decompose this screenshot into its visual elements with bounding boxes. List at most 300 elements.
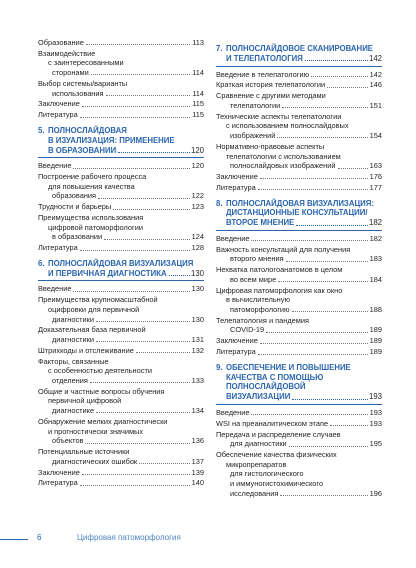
toc-entry [38, 99, 204, 109]
toc-entry [38, 447, 204, 466]
dot-leader [80, 485, 190, 486]
toc-entry-line [216, 131, 382, 141]
toc-entry-line [38, 436, 204, 446]
toc-page-number: 163 [369, 161, 382, 171]
toc-entry-line [216, 161, 382, 171]
toc-entry [38, 284, 204, 294]
toc-entry-title: с заинтересованными [48, 58, 124, 68]
toc-entry-line [38, 417, 204, 427]
chapter-number: 5. [38, 125, 45, 135]
toc-entry [216, 112, 382, 141]
dot-leader [292, 311, 368, 312]
toc-entry [216, 245, 382, 264]
dot-leader [330, 425, 368, 426]
chapter-heading-line [216, 54, 382, 64]
toc-entry-title: Взаимодействие [38, 48, 96, 58]
toc-entry-title: Литература [216, 182, 256, 192]
chapter-heading-line [38, 259, 204, 269]
dot-leader [278, 281, 368, 282]
toc-page-number: 139 [191, 467, 204, 477]
toc-entry-title: WSI на преаналитическом этапе [216, 418, 329, 428]
dot-leader [106, 95, 190, 96]
toc-page-number: 176 [369, 172, 382, 182]
toc-page-number: 183 [369, 254, 382, 264]
toc-entry-line [216, 439, 382, 449]
chapter-title: ВИЗУАЛИЗАЦИИ [226, 392, 291, 402]
dot-leader [85, 443, 190, 444]
toc-entry-title: Обнаружение мелких диагностически [38, 416, 168, 426]
toc-entry [38, 478, 204, 488]
chapter-page-number: 130 [190, 268, 204, 278]
dot-leader [118, 152, 190, 153]
toc-page-number: 146 [369, 80, 382, 90]
chapter-heading-line [216, 199, 382, 209]
toc-entry-title: Сравнение с другими методами [216, 91, 326, 101]
toc-entry-title: сторонами [52, 68, 89, 78]
toc-entry-line [216, 265, 382, 275]
dot-leader [82, 106, 190, 107]
book-title: Цифровая патоморфология [77, 533, 181, 542]
toc-entry-title: диагностике [52, 406, 95, 416]
toc-entry [38, 357, 204, 386]
toc-entry-title: Нехватка патологоанатомов в целом [216, 265, 343, 275]
toc-page-number: 193 [369, 407, 382, 417]
toc-entry-line [216, 325, 382, 335]
toc-entry-line [38, 202, 204, 212]
toc-entry-title: Технические аспекты телепатологии [216, 111, 342, 121]
chapter-heading-line [38, 146, 204, 156]
toc-entry-line [38, 89, 204, 99]
toc-page-number: 193 [369, 418, 382, 428]
toc-entry-title: телепатологии с использованием [226, 151, 341, 161]
chapter-heading [38, 259, 204, 282]
toc-page-number: 154 [369, 131, 382, 141]
toc-entry-line [216, 112, 382, 122]
toc-entry-title: в образовании [52, 232, 103, 242]
toc-entry-line [216, 408, 382, 418]
toc-page-number: 120 [191, 161, 204, 171]
toc-entry-title: во всем мире [230, 274, 277, 284]
toc-entry-line [216, 286, 382, 296]
toc-entry-line [38, 357, 204, 367]
toc-entry-title: диагностики [52, 335, 95, 345]
toc-entry-line [216, 70, 382, 80]
toc-entry-line [38, 305, 204, 315]
toc-entry [38, 161, 204, 171]
toc-right-column [216, 38, 382, 500]
toc-page-number: 189 [369, 325, 382, 335]
dot-leader [282, 107, 368, 108]
dot-leader [90, 382, 190, 383]
chapter-heading-line [216, 218, 382, 228]
toc-entry-title: в вычислительную [226, 295, 290, 305]
chapter-title: ПОЛНОСЛАЙДОВОЙ [226, 382, 306, 392]
toc-left-column [38, 38, 204, 489]
toc-entry-title: Литература [216, 347, 256, 357]
chapter-heading [216, 44, 382, 67]
toc-entry-title: Заключение [216, 172, 258, 182]
dot-leader [327, 87, 368, 88]
toc-entry-title: Нормативно-правовые аспекты [216, 141, 325, 151]
chapter-number: 7. [216, 44, 223, 53]
toc-page-number: 195 [369, 439, 382, 449]
chapter-page-number: 193 [368, 392, 382, 402]
toc-entry [216, 91, 382, 110]
dot-leader [338, 168, 368, 169]
chapter-heading-line [216, 382, 382, 392]
toc-entry-line [38, 79, 204, 89]
chapter-title: ПОЛНОСЛАЙДОВАЯ ВИЗУАЛИЗАЦИЯ [48, 258, 194, 268]
toc-entry [38, 325, 204, 344]
toc-page-number: 128 [191, 243, 204, 253]
dot-leader [80, 117, 190, 118]
toc-entry-line [38, 406, 204, 416]
chapter-title: ПОЛНОСЛАЙДОВАЯ [48, 125, 127, 135]
toc-entry-line [216, 305, 382, 315]
toc-entry-line [216, 489, 382, 499]
dot-leader [82, 474, 190, 475]
toc-entry-title: Штрихкоды и отслеживание [38, 345, 134, 355]
chapter-title: ПОЛНОСЛАЙДОВОЕ СКАНИРОВАНИЕ [226, 44, 373, 53]
chapter-heading-line [38, 269, 204, 279]
toc-entry-title: цифровой патоморфологии [48, 222, 143, 232]
toc-entry-title: изображений [230, 131, 276, 141]
toc-entry-title: и прогностически значимых [48, 426, 144, 436]
toc-entry-title: с использованием полнослайдовых [226, 121, 349, 131]
toc-entry-title: Введение [38, 284, 72, 294]
chapter-title: ДИСТАНЦИОННЫЕ КОНСУЛЬТАЦИИ/ [226, 208, 368, 218]
toc-entry-title: Телепатология и пандемия [216, 315, 309, 325]
dot-leader [136, 352, 190, 353]
toc-entry-title: отделения [52, 375, 88, 385]
toc-entry-title: полнослайдовых изображений [230, 161, 336, 171]
dot-leader [80, 250, 190, 251]
toc-page-number: 114 [192, 88, 204, 98]
chapter-number: 8. [216, 198, 223, 208]
toc-entry-title: Введение в телепатологию [216, 69, 310, 79]
toc-entry [216, 419, 382, 429]
toc-entry-title: микропрепаратов [226, 459, 287, 469]
dot-leader [260, 343, 368, 344]
toc-entry [38, 295, 204, 324]
toc-entry-line [38, 213, 204, 223]
dot-leader [113, 209, 190, 210]
toc-entry-line [38, 68, 204, 78]
toc-entry-title: Построение рабочего процесса [38, 172, 147, 182]
toc-entry-title: Краткая история телепатологии [216, 80, 326, 90]
toc-entry-line [38, 172, 204, 182]
toc-page-number: 134 [191, 406, 204, 416]
chapter-title: ОБЕСПЕЧЕНИЕ И ПОВЫШЕНИЕ [226, 362, 351, 372]
chapter-title: КАЧЕСТВА С ПОМОЩЬЮ [226, 372, 324, 382]
toc-entry [216, 142, 382, 171]
toc-entry-line [38, 447, 204, 457]
toc-entry-line [38, 376, 204, 386]
toc-entry-line [38, 457, 204, 467]
dot-leader [286, 261, 368, 262]
dot-leader [280, 495, 368, 496]
toc-entry [216, 430, 382, 449]
toc-page-number: 115 [192, 110, 204, 120]
toc-page-number: 123 [191, 202, 204, 212]
toc-page-number: 133 [191, 375, 204, 385]
toc-entry-title: Выбор системы/варианты [38, 78, 128, 88]
toc-entry [38, 202, 204, 212]
toc-page-number: 151 [369, 100, 382, 110]
toc-page-number: 124 [191, 232, 204, 242]
dot-leader [277, 137, 368, 138]
dot-leader [289, 446, 368, 447]
toc-entry-line [216, 460, 382, 470]
toc-entry [216, 234, 382, 244]
toc-entry-title: Трудности и барьеры [38, 202, 112, 212]
toc-entry-line [216, 152, 382, 162]
toc-entry-line [216, 275, 382, 285]
toc-entry-line [216, 347, 382, 357]
chapter-page-number: 142 [368, 53, 382, 63]
toc-entry-title: с особенностью деятельности [48, 366, 152, 376]
toc-entry-line [216, 479, 382, 489]
dot-leader [96, 341, 190, 342]
toc-entry [216, 183, 382, 193]
toc-entry-line [216, 142, 382, 152]
toc-entry-line [216, 254, 382, 264]
toc-entry [216, 408, 382, 418]
toc-entry-line [38, 49, 204, 59]
toc-page-number: 196 [369, 488, 382, 498]
chapter-page-number: 120 [190, 145, 204, 155]
toc-entry [216, 80, 382, 90]
chapter-heading-line [216, 363, 382, 373]
toc-entry [216, 316, 382, 335]
toc-entry-title: Введение [216, 233, 250, 243]
toc-page-number: 130 [191, 284, 204, 294]
toc-entry-title: для гистологического [230, 469, 304, 479]
toc-entry-title: Важность консультаций для получения [216, 244, 351, 254]
toc-entry [216, 336, 382, 346]
toc-entry-title: объектов [52, 436, 84, 446]
toc-entry-line [38, 243, 204, 253]
toc-entry [216, 450, 382, 498]
toc-entry-title: COVID-19 [230, 325, 265, 335]
toc-entry-line [216, 183, 382, 193]
toc-entry-title: Введение [38, 161, 72, 171]
chapter-heading-line [216, 373, 382, 383]
chapter-heading [216, 199, 382, 231]
toc-page-number: 137 [191, 456, 204, 466]
toc-entry-line [216, 234, 382, 244]
toc-page-number: 184 [369, 274, 382, 284]
toc-entry-line [216, 450, 382, 460]
toc-entry [38, 49, 204, 78]
dot-leader [258, 189, 368, 190]
toc-entry-line [216, 172, 382, 182]
toc-entry-line [216, 91, 382, 101]
toc-entry-title: диагностических ошибок [52, 456, 138, 466]
chapter-title: В ОБРАЗОВАНИИ [48, 145, 117, 155]
toc-entry-line [38, 335, 204, 345]
dot-leader [73, 291, 190, 292]
toc-page-number: 136 [191, 436, 204, 446]
toc-entry-line [38, 468, 204, 478]
toc-entry-title: Преимущества крупномасштабной [38, 295, 158, 305]
toc-entry-line [216, 101, 382, 111]
toc-entry-title: диагностики [52, 314, 95, 324]
dot-leader [292, 399, 368, 400]
toc-entry-title: Заключение [216, 336, 258, 346]
chapter-heading-line [216, 392, 382, 402]
toc-entry-title: телепатологии [230, 100, 281, 110]
toc-page-number: 189 [369, 347, 382, 357]
toc-page-number: 131 [191, 335, 204, 345]
chapter-number: 6. [38, 258, 45, 268]
toc-entry-line [38, 315, 204, 325]
toc-entry-title: патоморфологию [230, 304, 290, 314]
toc-entry-title: Литература [38, 478, 78, 488]
toc-entry-line [216, 80, 382, 90]
toc-page-number: 115 [192, 99, 204, 109]
toc-page-number: 189 [369, 336, 382, 346]
toc-entry-line [216, 295, 382, 305]
toc-entry-line [216, 336, 382, 346]
dot-leader [266, 332, 368, 333]
toc-entry-line [38, 58, 204, 68]
chapter-title: И ТЕЛЕПАТОЛОГИЯ [226, 53, 303, 63]
chapter-heading [38, 126, 204, 158]
chapter-heading-line [38, 126, 204, 136]
toc-entry-title: исследования [230, 488, 279, 498]
footer-rule [0, 539, 28, 540]
toc-entry-line [216, 316, 382, 326]
toc-entry-title: Заключение [38, 467, 80, 477]
toc-entry [216, 70, 382, 80]
chapter-page-number: 182 [368, 218, 382, 228]
toc-entry-line [38, 295, 204, 305]
dot-leader [251, 240, 368, 241]
toc-entry [38, 38, 204, 48]
chapter-heading-line [216, 208, 382, 218]
dot-leader [73, 168, 190, 169]
toc-entry-title: первичной цифровой [48, 396, 122, 406]
toc-entry-line [38, 284, 204, 294]
dot-leader [91, 74, 190, 75]
toc-entry-line [216, 419, 382, 429]
toc-entry-title: использования [52, 88, 104, 98]
toc-entry [216, 286, 382, 315]
toc-entry-line [38, 427, 204, 437]
toc-entry-line [216, 245, 382, 255]
toc-entry-title: Обеспечение качества физических [216, 450, 337, 460]
toc-page-number: 130 [191, 314, 204, 324]
chapter-title: И ПЕРВИЧНАЯ ДИАГНОСТИКА [48, 268, 167, 278]
toc-entry [38, 417, 204, 446]
toc-entry [38, 172, 204, 201]
toc-entry-line [38, 396, 204, 406]
toc-entry-line [38, 366, 204, 376]
toc-entry-title: Потенциальные источники [38, 447, 130, 457]
toc-entry-title: Литература [38, 243, 78, 253]
toc-entry [216, 172, 382, 182]
toc-page-number: 114 [192, 68, 204, 78]
dot-leader [258, 354, 368, 355]
toc-page-number: 188 [369, 304, 382, 314]
toc-entry-title: Цифровая патоморфология как окно [216, 285, 343, 295]
toc-page-number: 142 [369, 69, 382, 79]
toc-entry-title: Образование [38, 38, 84, 47]
toc-entry [38, 110, 204, 120]
dot-leader [311, 76, 368, 77]
toc-entry-title: Общие и частные вопросы обучения [38, 386, 165, 396]
chapter-heading [216, 363, 382, 405]
toc-page-number: 132 [191, 345, 204, 355]
toc-entry-title: и иммуногистохимического [230, 479, 324, 489]
toc-entry-line [38, 346, 204, 356]
dot-leader [251, 414, 368, 415]
toc-entry-line [38, 38, 204, 48]
chapter-number: 9. [216, 362, 223, 372]
dot-leader [305, 60, 368, 61]
toc-entry-line [38, 325, 204, 335]
toc-entry-line [38, 110, 204, 120]
toc-page-number: 177 [369, 182, 382, 192]
toc-entry-title: для повышения качества [48, 181, 135, 191]
toc-entry-title: Введение [216, 407, 250, 417]
dot-leader [139, 463, 190, 464]
toc-entry [38, 213, 204, 242]
toc-entry [38, 79, 204, 98]
chapter-heading-line [38, 136, 204, 146]
toc-entry-title: оцифровки для первичной [48, 304, 140, 314]
toc-entry-title: Передача и распределение случаев [216, 429, 341, 439]
toc-entry-title: Факторы, связанные [38, 356, 109, 366]
dot-leader [98, 198, 190, 199]
toc-entry-title: второго мнения [230, 254, 284, 264]
toc-page-number: 113 [192, 38, 204, 47]
page-number: 6 [37, 533, 42, 542]
toc-page-number: 140 [191, 478, 204, 488]
chapter-heading-line [216, 44, 382, 54]
dot-leader [96, 412, 190, 413]
page-footer [0, 530, 416, 550]
chapter-title: В ИЗУАЛИЗАЦИЯ: ПРИМЕНЕНИЕ [48, 135, 175, 145]
chapter-title: ПОЛНОСЛАЙДОВАЯ ВИЗУАЛИЗАЦИЯ: [226, 198, 374, 208]
toc-entry-line [216, 430, 382, 440]
toc-page-number: 122 [191, 191, 204, 201]
toc-entry-line [38, 232, 204, 242]
toc-entry-title: Заключение [38, 99, 80, 109]
toc-page-number: 182 [369, 233, 382, 243]
toc-entry-line [38, 99, 204, 109]
toc-entry-line [38, 191, 204, 201]
dot-leader [169, 275, 190, 276]
dot-leader [296, 225, 368, 226]
toc-entry-title: Преимущества использования [38, 213, 144, 223]
toc-entry-title: Доказательная база первичной [38, 325, 146, 335]
toc-entry-title: Литература [38, 110, 78, 120]
toc-entry-title: для диагностики [230, 439, 287, 449]
toc-entry-line [38, 182, 204, 192]
toc-entry [38, 243, 204, 253]
dot-leader [104, 239, 190, 240]
chapter-title: ВТОРОЕ МНЕНИЕ [226, 218, 295, 228]
toc-entry-line [38, 478, 204, 488]
toc-entry-line [216, 121, 382, 131]
toc-entry [38, 346, 204, 356]
dot-leader [96, 321, 190, 322]
toc-entry-line [38, 223, 204, 233]
toc-entry [38, 387, 204, 416]
toc-entry [216, 347, 382, 357]
